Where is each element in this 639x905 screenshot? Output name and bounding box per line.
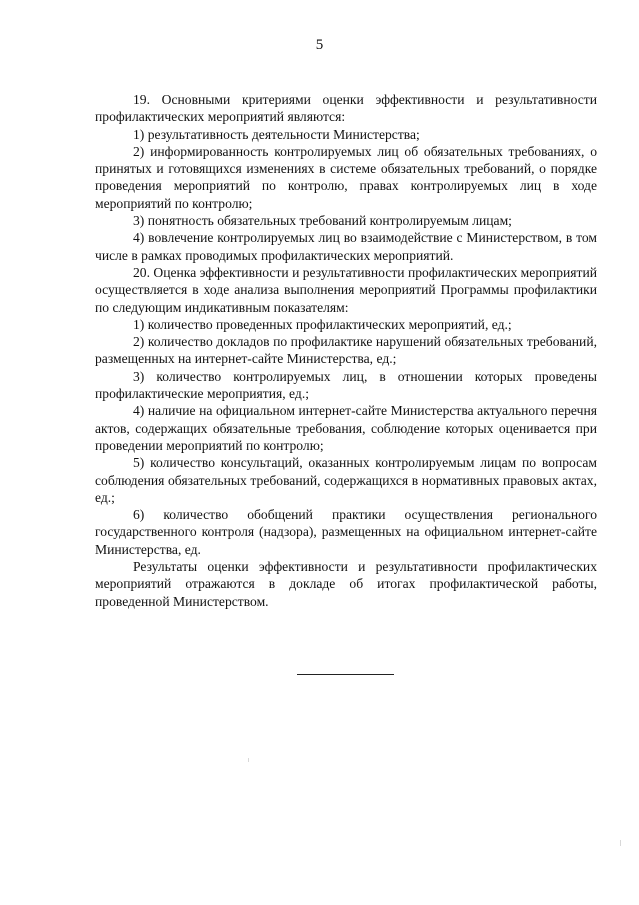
- paragraph-indicator-2: 2) количество докладов по профилактике нарушений обязательных требований, размещенных на интернет-сайте Министерства, ед.;: [95, 334, 597, 367]
- paragraph-indicator-1: 1) количество проведенных профилактических мероприятий, ед.;: [133, 316, 512, 332]
- paragraph-criterion-2: 2) информированность контролируемых лиц об обязательных требованиях, о принятых и готовящихся изменениях в системе обязательных требований, о порядке проведения мероприятий по контролю, правах контролируемых лиц в ходе мероприятий по контролю;: [95, 143, 597, 211]
- paragraph-criterion-3: 3) понятность обязательных требований контролируемым лицам;: [133, 213, 512, 229]
- paragraph-indicator-3: 3) количество контролируемых лиц, в отношении которых проведены профилактические мероприятия, ед.;: [95, 368, 597, 402]
- paragraph-indicator-6: 6) количество обобщений практики осуществления регионального государственного контроля (надзора), размещенных на официальном интернет-сайте Министерства, ед.: [95, 507, 597, 557]
- paragraph-criterion-1: 1) результативность деятельности Министерства;: [133, 126, 420, 142]
- paragraph-indicator-4: 4) наличие на официальном интернет-сайте Министерства актуального перечня актов, содержащих обязательные требования, соблюдение которых оценивается при проведении мероприятий по контролю;: [95, 403, 597, 453]
- scan-speck: [620, 840, 621, 846]
- page-number: 5: [315, 37, 324, 53]
- document-body: [95, 91, 597, 610]
- end-of-text-rule: [297, 674, 394, 675]
- scan-speck: [248, 758, 249, 762]
- paragraph-assessment-intro: 20. Оценка эффективности и результативности профилактических мероприятий осуществляется в ходе анализа выполнения мероприятий Программы профилактики по следующим индикативным показателям:: [95, 264, 598, 315]
- paragraph-results: Результаты оценки эффективности и результативности профилактических мероприятий отражаются в докладе об итогах профилактической работы, проведенной Министерством.: [95, 559, 597, 609]
- paragraph-criterion-4: 4) вовлечение контролируемых лиц во взаимодействие с Министерством, в том числе в рамках проводимых профилактических мероприятий.: [95, 230, 597, 263]
- paragraph-criteria-intro: 19. Основными критериями оценки эффективности и результативности профилактических мероприятий являются:: [95, 92, 597, 125]
- paragraph-indicator-5: 5) количество консультаций, оказанных контролируемым лицам по вопросам соблюдения обязательных требований, содержащихся в нормативных правовых актах, ед.;: [95, 455, 597, 505]
